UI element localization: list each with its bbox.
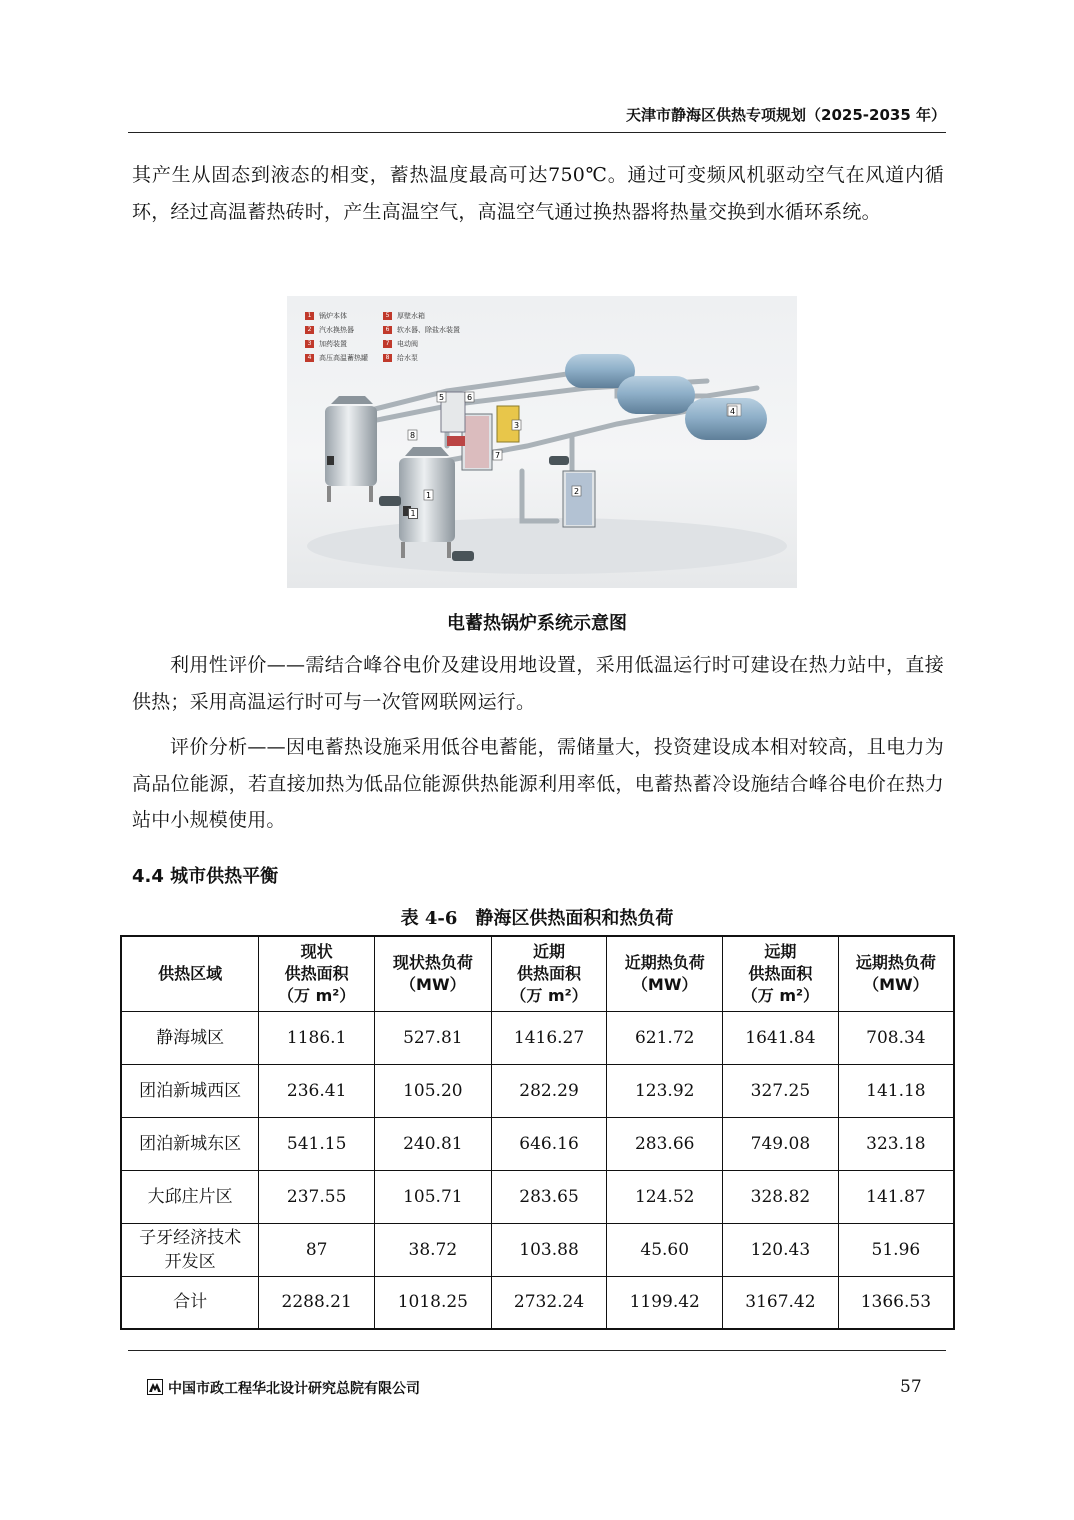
figure-label-3: 3 (513, 421, 520, 430)
table-cell: 240.81 (375, 1117, 492, 1170)
table-title (0, 904, 1074, 930)
figure-label-7: 7 (494, 451, 501, 460)
legend-item: 4 高压高温蓄热罐 (305, 353, 368, 363)
legend-item: 5 厚壁水箱 (383, 311, 425, 321)
figure-caption: 电蓄热锅炉系统示意图 (447, 613, 627, 634)
table-cell: 327.25 (723, 1064, 839, 1117)
cell-region: 团泊新城东区 (121, 1117, 259, 1170)
table-cell: 1199.42 (607, 1276, 723, 1329)
table-cell: 1366.53 (838, 1276, 954, 1329)
table-row (121, 1011, 954, 1064)
section-heading: 4.4 城市供热平衡 (132, 866, 279, 887)
table-cell: 283.66 (607, 1117, 723, 1170)
table-cell: 328.82 (723, 1170, 839, 1223)
legend-item: 6 软水器、除盐水装置 (383, 325, 460, 335)
table-cell: 123.92 (607, 1064, 723, 1117)
cell-region: 子牙经济技术开发区 (121, 1223, 259, 1276)
table-cell: 283.65 (491, 1170, 607, 1223)
page-header: 天津市静海区供热专项规划（2025-2035 年） (626, 106, 946, 124)
header-near-area: 近期 供热面积 （万 m²） (491, 936, 607, 1011)
legend-item: 3 加药装置 (305, 339, 347, 349)
page-number: 57 (900, 1377, 922, 1397)
header-current-area: 现状 供热面积 （万 m²） (259, 936, 375, 1011)
table-cell: 2288.21 (259, 1276, 375, 1329)
table-number: 表 4-6 (400, 908, 458, 929)
table-title-text: 静海区供热面积和热负荷 (475, 908, 674, 929)
table-cell: 646.16 (491, 1117, 607, 1170)
table-cell: 141.87 (838, 1170, 954, 1223)
legend-item: 2 汽水换热器 (305, 325, 354, 335)
legend-item: 1 锅炉本体 (305, 311, 347, 321)
header-far-load: 远期热负荷 （MW） (838, 936, 954, 1011)
table-total-row (121, 1276, 954, 1329)
table-cell: 282.29 (491, 1064, 607, 1117)
table-cell: 124.52 (607, 1170, 723, 1223)
table-cell: 2732.24 (491, 1276, 607, 1329)
header-rule (128, 132, 946, 133)
paragraph-usability: 利用性评价——需结合峰谷电价及建设用地设置，采用低温运行时可建设在热力站中，直接供热；采用高温运行时可与一次管网联网运行。 (132, 654, 944, 713)
legend-item: 7 电动阀 (383, 339, 418, 349)
table-cell: 1186.1 (259, 1011, 375, 1064)
table-cell: 105.71 (375, 1170, 492, 1223)
table-cell: 527.81 (375, 1011, 492, 1064)
table-header-row (121, 936, 954, 1011)
table-cell: 236.41 (259, 1064, 375, 1117)
footer-rule (128, 1350, 946, 1351)
boiler-system-illustration (287, 296, 797, 588)
header-current-load: 现状热负荷 （MW） (375, 936, 492, 1011)
table-cell: 237.55 (259, 1170, 375, 1223)
table-cell: 87 (259, 1223, 375, 1276)
table-cell: 103.88 (491, 1223, 607, 1276)
table-cell: 141.18 (838, 1064, 954, 1117)
figure-label-1b: 1 (408, 508, 418, 519)
table-cell: 1416.27 (491, 1011, 607, 1064)
header-far-area: 远期 供热面积 （万 m²） (723, 936, 839, 1011)
table-cell: 3167.42 (723, 1276, 839, 1329)
table-cell: 749.08 (723, 1117, 839, 1170)
table-cell: 621.72 (607, 1011, 723, 1064)
cell-region: 团泊新城西区 (121, 1064, 259, 1117)
cell-region: 静海城区 (121, 1011, 259, 1064)
table-cell: 38.72 (375, 1223, 492, 1276)
legend-item: 8 给水泵 (383, 353, 418, 363)
table-cell: 51.96 (838, 1223, 954, 1276)
footer-company: 中国市政工程华北设计研究总院有限公司 (168, 1381, 420, 1397)
table-cell: 708.34 (838, 1011, 954, 1064)
figure-label-5: 5 (438, 393, 445, 402)
paragraph-intro: 其产生从固态到液态的相变，蓄热温度最高可达750℃。通过可变频风机驱动空气在风道内循环，经过高温蓄热砖时，产生高温空气，高温空气通过换热器将热量交换到水循环系统。 (132, 164, 944, 223)
table-cell: 1641.84 (723, 1011, 839, 1064)
figure-label-4: 4 (729, 407, 736, 416)
figure-label-1: 1 (425, 491, 432, 500)
header-region: 供热区域 (121, 936, 259, 1011)
company-logo-icon (147, 1379, 163, 1395)
table-row (121, 1223, 954, 1276)
table-cell: 1018.25 (375, 1276, 492, 1329)
figure-label-6: 6 (466, 393, 473, 402)
figure-label-8: 8 (409, 431, 416, 440)
figure-label-2: 2 (573, 487, 580, 496)
header-near-load: 近期热负荷 （MW） (607, 936, 723, 1011)
heating-area-table (120, 935, 955, 1330)
paragraph-analysis: 评价分析——因电蓄热设施采用低谷电蓄能，需储量大，投资建设成本相对较高，且电力为高品位能源，若直接加热为低品位能源供热能源利用率低，电蓄热蓄冷设施结合峰谷电价在热力站中小规模使用。 (132, 736, 944, 831)
table-row (121, 1064, 954, 1117)
table-cell: 45.60 (607, 1223, 723, 1276)
cell-region: 合计 (121, 1276, 259, 1329)
table-cell: 541.15 (259, 1117, 375, 1170)
boiler-system-figure (287, 296, 797, 588)
table-cell: 323.18 (838, 1117, 954, 1170)
table-row (121, 1117, 954, 1170)
table-cell: 120.43 (723, 1223, 839, 1276)
cell-region: 大邱庄片区 (121, 1170, 259, 1223)
table-row (121, 1170, 954, 1223)
table-cell: 105.20 (375, 1064, 492, 1117)
